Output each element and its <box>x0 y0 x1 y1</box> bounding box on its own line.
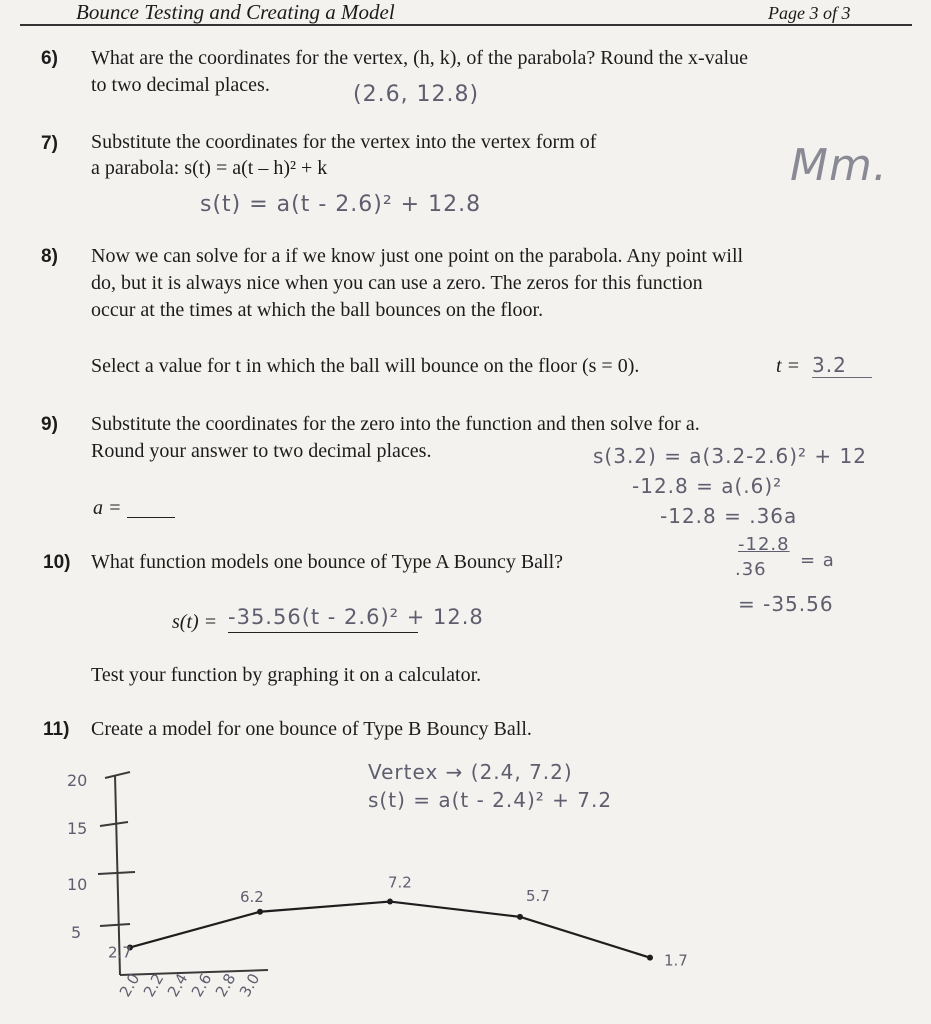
sketch-y-tick-label: 5 <box>71 923 82 942</box>
q8-t-label: t = <box>776 355 801 377</box>
q9-work-fraction-den: .36 <box>735 559 767 580</box>
q9-a-label: a = <box>93 497 122 519</box>
sketch-point-label: 6.2 <box>240 887 264 906</box>
sketch-point-label: 7.2 <box>388 873 412 892</box>
q8-t-answer: 3.2 <box>812 353 872 378</box>
q6-number: 6) <box>41 48 58 69</box>
q8-text-line2: do, but it is always nice when you can use a zero. The zeros for this function <box>91 272 703 294</box>
worksheet-title: Bounce Testing and Creating a Model <box>76 0 395 24</box>
sketch-y-tick-label: 10 <box>67 875 88 894</box>
q11-text-line1: Create a model for one bounce of Type B Bouncy Ball. <box>91 718 532 740</box>
q9-work-line3: -12.8 = .36a <box>660 504 798 528</box>
q10-answer: -35.56(t - 2.6)² + 12.8 <box>228 605 484 629</box>
q8-text-line1: Now we can solve for a if we know just one point on the parabola. Any point will <box>91 245 744 267</box>
q7-answer: s(t) = a(t - 2.6)² + 12.8 <box>200 192 482 217</box>
sketch-point <box>647 955 653 961</box>
q11-number: 11) <box>43 719 70 740</box>
sketch-point <box>517 914 523 920</box>
q9-work-line2: -12.8 = a(.6)² <box>632 474 783 498</box>
q7-text-line1: Substitute the coordinates for the vertex into the vertex form of <box>91 131 597 153</box>
q9-work-fraction-eq: = a <box>800 550 835 571</box>
sketch-y-tick-label: 15 <box>67 819 88 838</box>
sketch-bounce-curve <box>130 902 650 958</box>
sketch-x-tick-label: 2.2 <box>139 970 168 1000</box>
q6-text-line2: to two decimal places. <box>91 74 270 96</box>
q10-test-text: Test your function by graphing it on a calculator. <box>91 664 482 686</box>
sketch-point-label: 1.7 <box>664 951 688 970</box>
q10-text-line1: What function models one bounce of Type A Bouncy Ball? <box>91 551 564 573</box>
sketch-point-label: 2.7 <box>108 943 132 962</box>
q9-work-line5: = -35.56 <box>738 592 834 616</box>
sketch-x-tick-label: 2.4 <box>163 970 192 1000</box>
q6-answer: (2.6, 12.8) <box>353 82 480 107</box>
sketch-x-tick-label: 3.0 <box>235 970 264 1000</box>
sketch-x-tick-label: 2.8 <box>211 970 240 1000</box>
sketch-point <box>387 899 393 905</box>
page-number: Page 3 of 3 <box>768 3 851 23</box>
sketch-y-tick-label: 20 <box>67 771 88 790</box>
sketch-point-label: 5.7 <box>526 886 550 905</box>
q8-text-line3: occur at the times at which the ball bounces on the floor. <box>91 299 544 321</box>
q11-equation: s(t) = a(t - 2.4)² + 7.2 <box>368 788 613 812</box>
q7-text-line2: a parabola: s(t) = a(t – h)² + k <box>91 157 328 179</box>
q9-text-line1: Substitute the coordinates for the zero into the function and then solve for a. <box>91 413 700 435</box>
q7-number: 7) <box>41 133 58 154</box>
q10-number: 10) <box>43 552 71 573</box>
teacher-initials: Mm. <box>790 140 888 191</box>
q11-vertex: Vertex → (2.4, 7.2) <box>368 760 573 784</box>
q10-s-label: s(t) = <box>172 611 218 633</box>
sketch-point <box>257 909 263 915</box>
q8-text-line4: Select a value for t in which the ball will bounce on the floor (s = 0). <box>91 355 640 377</box>
q9-number: 9) <box>41 414 58 435</box>
q9-text-line2: Round your answer to two decimal places. <box>91 440 432 462</box>
q9-work-fraction-num: -12.8 <box>738 534 790 555</box>
sketch-x-tick-label: 2.0 <box>115 970 144 1000</box>
q6-text-line1: What are the coordinates for the vertex, (h, k), of the parabola? Round the x-value <box>91 47 748 69</box>
sketch-x-tick-label: 2.6 <box>187 970 216 1000</box>
q8-number: 8) <box>41 246 58 267</box>
q9-work-line1: s(3.2) = a(3.2-2.6)² + 12 <box>593 444 867 468</box>
